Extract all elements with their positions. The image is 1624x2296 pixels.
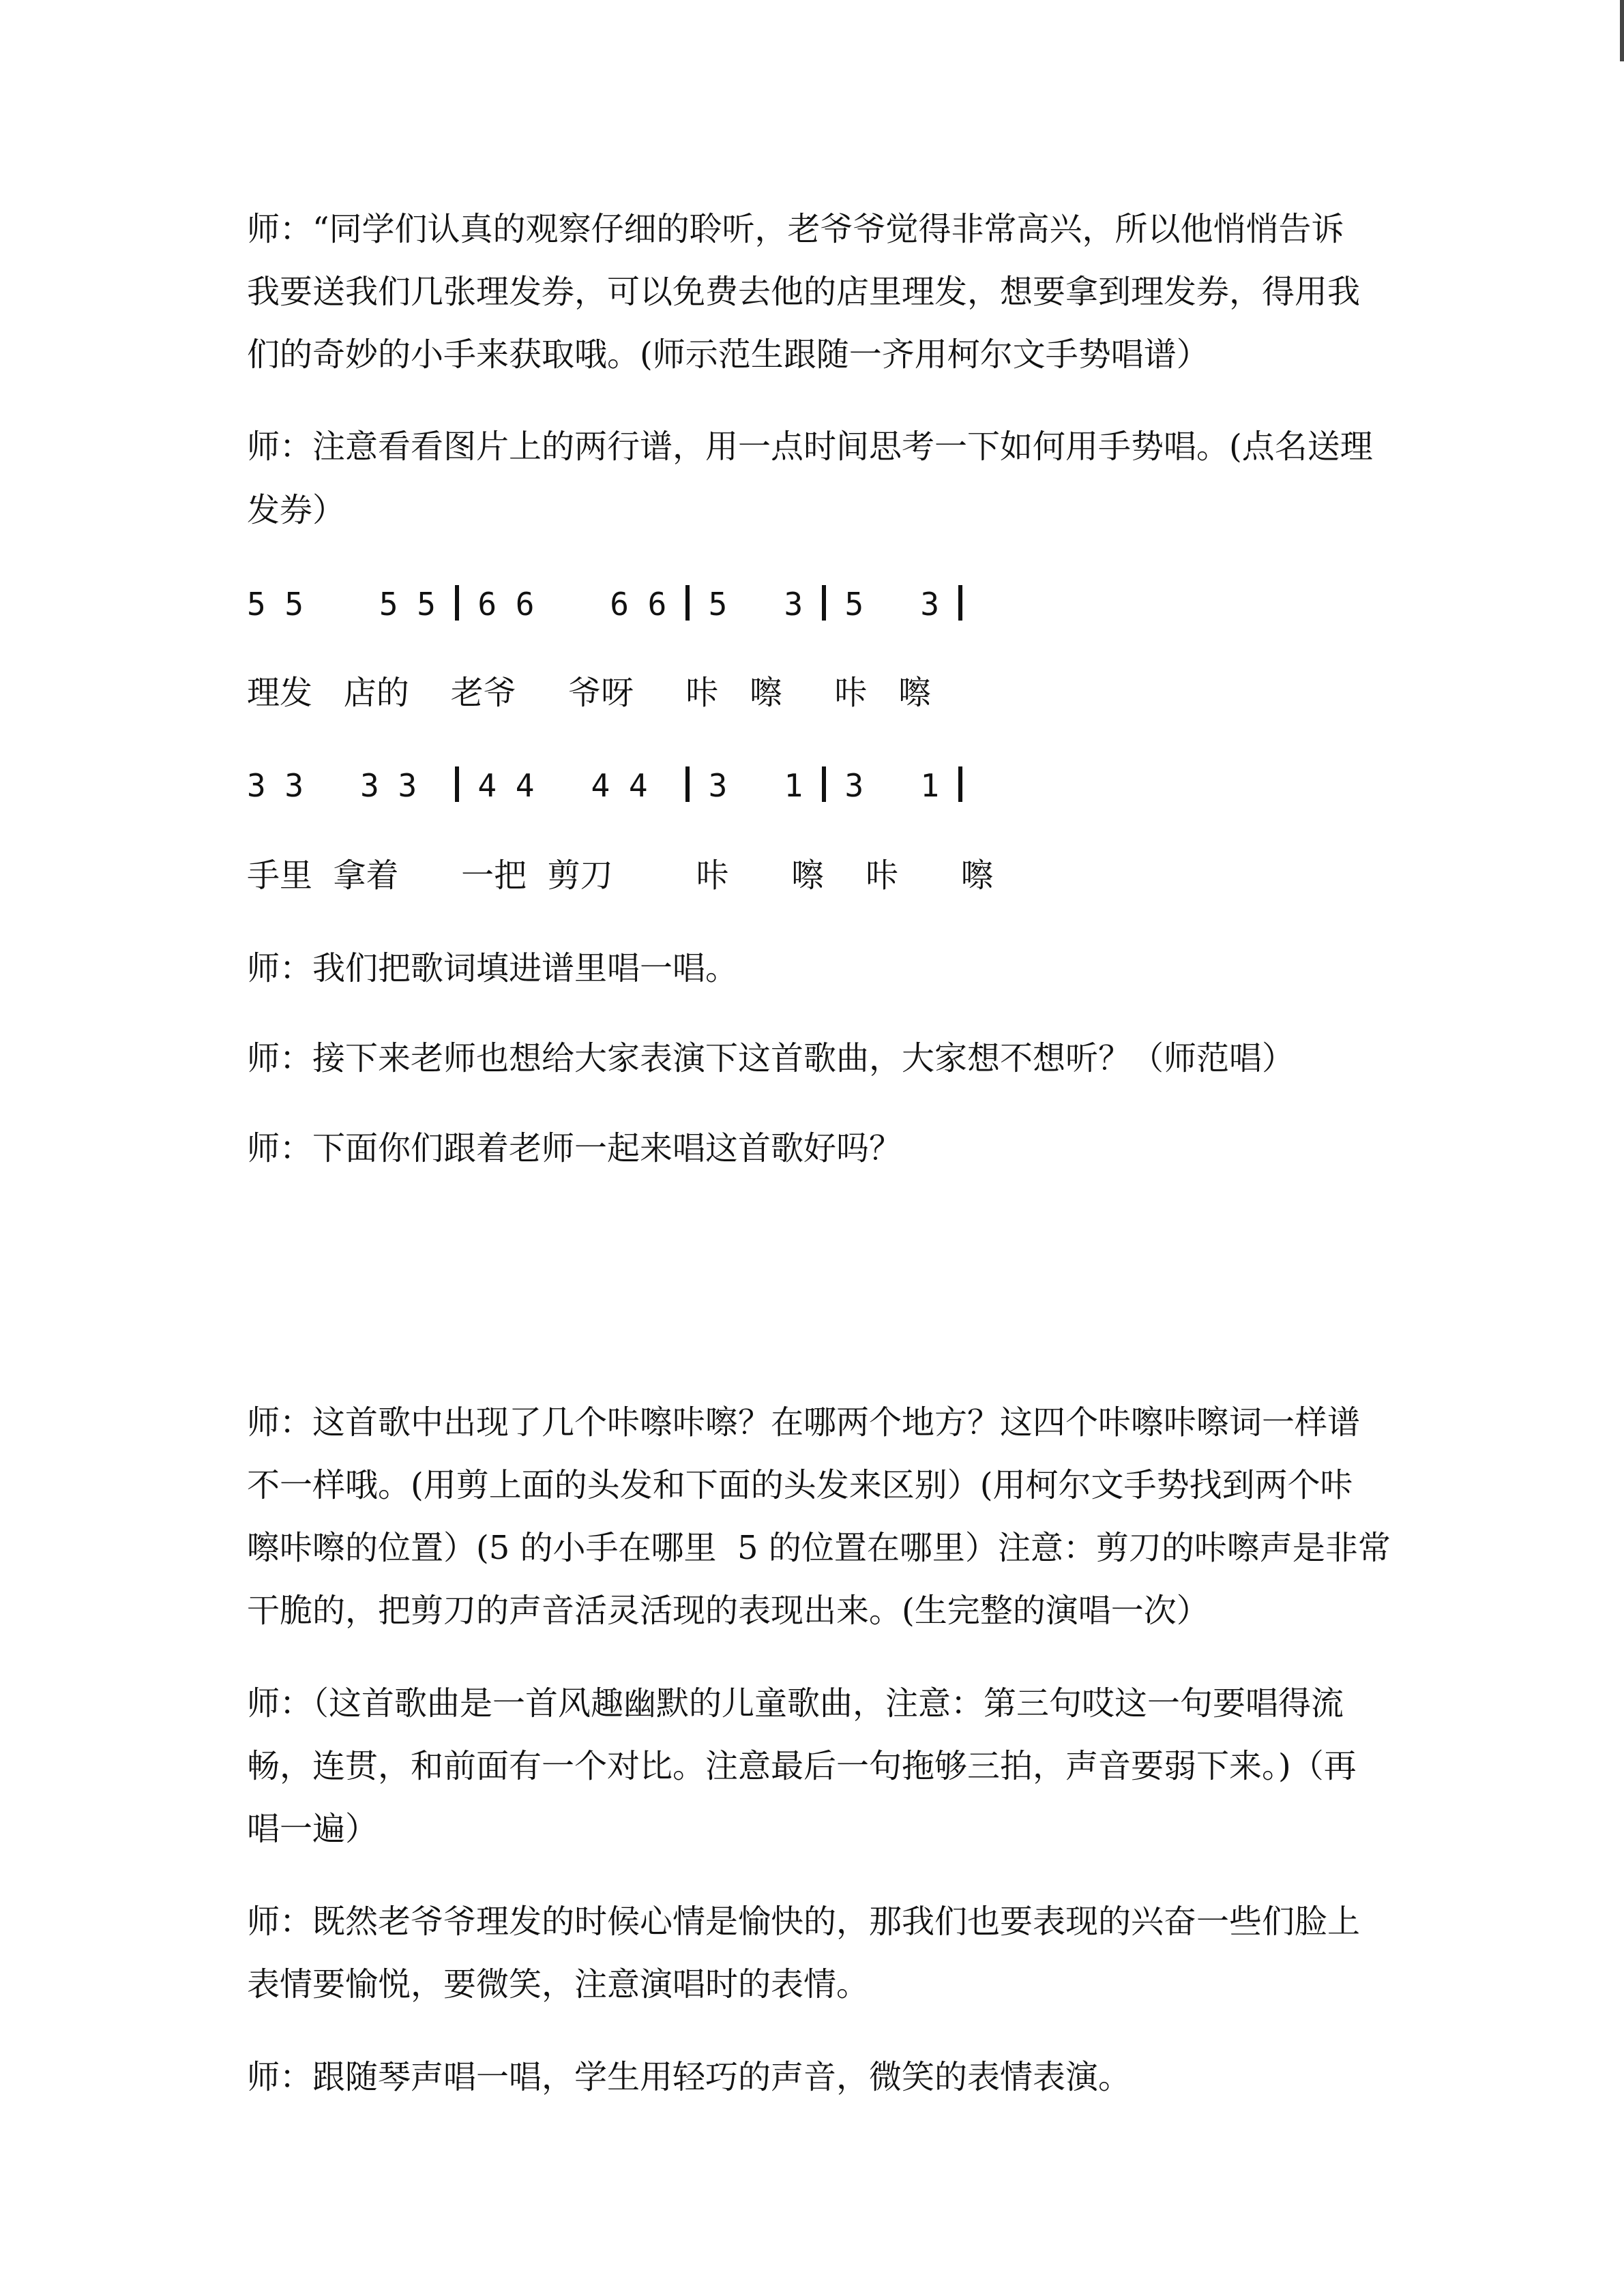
text-line: 师：跟随琴声唱一唱，学生用轻巧的声音，微笑的表情表演。 xyxy=(247,2058,1132,2096)
notation-measure: 3 1 xyxy=(689,767,822,804)
notation-measure: 6 6 6 6 xyxy=(458,586,685,623)
notation-measure: 5 3 xyxy=(689,586,822,623)
bar-line xyxy=(958,766,962,802)
text-line: 干脆的，把剪刀的声音活灵活现的表现出来。(生完整的演唱一次） xyxy=(247,1592,1209,1630)
lyrics-row-2: 手里 拿着 一把 剪刀 咔 嚓 咔 嚓 xyxy=(247,856,994,895)
notation-row-1 xyxy=(247,585,962,623)
text-line: 我要送我们几张理发券，可以免费去他的店里理发，想要拿到理发券，得用我 xyxy=(247,273,1361,311)
text-line: 师：“同学们认真的观察仔细的聆听，老爷爷觉得非常高兴，所以他悄悄告诉 xyxy=(247,210,1344,248)
text-line: 师：这首歌中出现了几个咔嚓咔嚓？在哪两个地方？这四个咔嚓咔嚓词一样谱 xyxy=(247,1403,1361,1442)
notation-measure: 4 4 4 4 xyxy=(458,767,685,804)
page-edge-mark xyxy=(1620,0,1624,61)
text-line: 嚓咔嚓的位置）(5 的小手在哪里 5 的位置在哪里）注意：剪刀的咔嚓声是非常 xyxy=(247,1529,1391,1567)
notation-measure: 5 5 5 5 xyxy=(247,586,455,623)
text-line: 师：注意看看图片上的两行谱，用一点时间思考一下如何用手势唱。(点名送理 xyxy=(247,428,1373,466)
text-line: 发券） xyxy=(247,491,346,529)
text-line: 师：接下来老师也想给大家表演下这首歌曲，大家想不想听？（师范唱） xyxy=(247,1039,1295,1077)
bar-line xyxy=(958,585,962,621)
notation-row-2 xyxy=(247,766,962,805)
text-line: 师：下面你们跟着老师一起来唱这首歌好吗？ xyxy=(247,1129,902,1167)
notation-measure: 3 1 xyxy=(825,767,958,804)
text-line: 师：既然老爷爷理发的时候心情是愉快的，那我们也要表现的兴奋一些们脸上 xyxy=(247,1903,1361,1941)
text-line: 们的奇妙的小手来获取哦。(师示范生跟随一齐用柯尔文手势唱谱） xyxy=(247,336,1209,374)
notation-measure: 5 3 xyxy=(825,586,958,623)
text-line: 表情要愉悦，要微笑，注意演唱时的表情。 xyxy=(247,1965,870,2003)
text-line: 不一样哦。(用剪上面的头发和下面的头发来区别）(用柯尔文手势找到两个咔 xyxy=(247,1466,1353,1504)
text-line: 唱一遍） xyxy=(247,1810,379,1848)
lyrics-row-1: 理发 店的 老爷 爷呀 咔 嚓 咔 嚓 xyxy=(247,674,932,712)
text-line: 师：我们把歌词填进谱里唱一唱。 xyxy=(247,949,739,987)
notation-measure: 3 3 3 3 xyxy=(247,767,455,804)
text-line: 畅，连贯，和前面有一个对比。注意最后一句拖够三拍，声音要弱下来。)（再 xyxy=(247,1747,1357,1785)
text-line: 师：（这首歌曲是一首风趣幽默的儿童歌曲，注意：第三句哎这一句要唱得流 xyxy=(247,1684,1344,1723)
